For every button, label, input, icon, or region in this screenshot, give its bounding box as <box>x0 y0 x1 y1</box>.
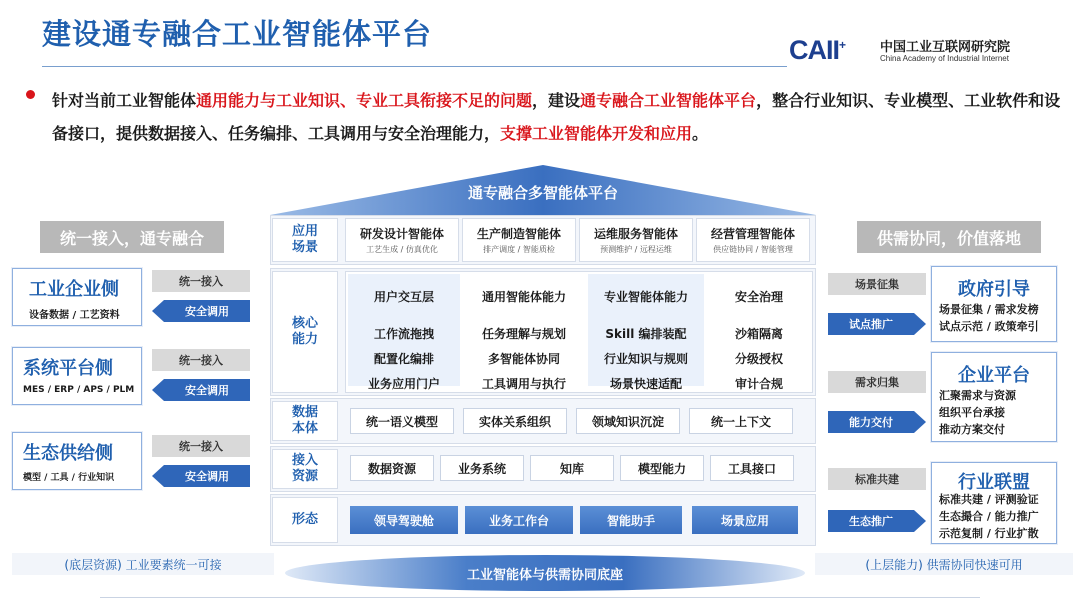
intro-highlight-2: 通专融合工业智能体平台 <box>580 91 757 110</box>
left-box-ecosystem <box>12 432 142 490</box>
right-box-lines <box>939 387 1016 438</box>
scene-name: 生产制造智能体 <box>476 227 561 241</box>
right-tag-1: 场景征集 <box>828 273 926 295</box>
bottom-divider <box>100 597 980 598</box>
access-chip: 模型能力 <box>620 455 704 481</box>
capability-item: 任务理解与规划 <box>481 327 566 341</box>
intro-text-1: 针对当前工业智能体 <box>52 91 197 110</box>
left-tag-secure: 安全调用 <box>164 379 250 401</box>
right-tag-1: 需求归集 <box>828 371 926 393</box>
core-row-label: 核心 能力 <box>272 271 338 393</box>
right-box-enterprise <box>931 352 1057 442</box>
form-chip: 领导驾驶舱 <box>350 506 458 534</box>
left-box-title: 生态供给侧 <box>23 443 113 464</box>
platform-base-label: 工业智能体与供需协同底座 <box>466 568 623 583</box>
arrow-left-icon <box>152 300 164 322</box>
right-box-line: 示范复制 / 行业扩散 <box>939 527 1039 540</box>
scene-sub: 工艺生成 / 仿真优化 <box>366 245 438 254</box>
left-box-title: 系统平台侧 <box>23 358 113 379</box>
intro-paragraph <box>52 84 1062 150</box>
scene-name: 研发设计智能体 <box>359 227 444 241</box>
capability-item: Skill 编排装配 <box>605 327 687 341</box>
data-chip: 实体关系组织 <box>463 408 567 434</box>
right-box-lines <box>939 301 1039 335</box>
right-tag-2: 试点推广 <box>828 313 914 335</box>
form-row-label: 形态 <box>272 497 338 543</box>
right-box-lines <box>939 491 1039 542</box>
data-chip: 统一上下文 <box>689 408 793 434</box>
capability-item: 多智能体协同 <box>487 352 560 366</box>
right-box-line: 组织平台承接 <box>939 406 1005 419</box>
intro-text-4: 。 <box>692 124 709 143</box>
left-box-title: 工业企业侧 <box>29 279 119 300</box>
scene-rd-agent <box>345 218 459 262</box>
right-section-header: 供需协同，价值落地 <box>857 221 1041 253</box>
left-box-enterprise <box>12 268 142 326</box>
scene-name: 经营管理智能体 <box>710 227 795 241</box>
left-section-header: 统一接入，通专融合 <box>40 221 224 253</box>
left-footer-note: (底层资源) 工业要素统一可接 <box>12 553 274 575</box>
right-tag-2: 生态推广 <box>828 510 914 532</box>
access-chip: 知库 <box>530 455 614 481</box>
access-row-label: 接入 资源 <box>272 449 338 489</box>
logo-plus-icon: + <box>839 38 846 52</box>
platform-title: 通专融合多智能体平台 <box>467 184 618 202</box>
scene-sub: 供应链协同 / 智能管理 <box>713 245 793 254</box>
scene-sub: 预测维护 / 远程运维 <box>600 245 672 254</box>
capability-head: 用户交互层 <box>373 290 434 304</box>
capability-item: 分级授权 <box>734 352 783 366</box>
form-chip: 智能助手 <box>580 506 682 534</box>
right-box-line: 汇聚需求与资源 <box>939 389 1016 402</box>
capability-item: 行业知识与规则 <box>603 352 688 366</box>
title-divider <box>42 66 787 67</box>
capability-column <box>464 274 584 391</box>
access-chip: 业务系统 <box>440 455 524 481</box>
right-footer-note: (上层能力) 供需协同快速可用 <box>815 553 1073 575</box>
arrow-right-icon <box>914 313 926 335</box>
logo-english-name: China Academy of Industrial Internet <box>880 54 1009 63</box>
form-chip: 业务工作台 <box>465 506 573 534</box>
right-box-title: 政府引导 <box>958 279 1030 300</box>
capability-head: 通用智能体能力 <box>481 290 566 304</box>
right-box-line: 试点示范 / 政策牵引 <box>939 320 1039 333</box>
capability-head: 专业智能体能力 <box>603 290 688 304</box>
scene-sub: 排产调度 / 智能质检 <box>483 245 555 254</box>
right-box-line: 场景征集 / 需求发榜 <box>939 303 1039 316</box>
left-box-system <box>12 347 142 405</box>
scene-name: 运维服务智能体 <box>593 227 678 241</box>
scene-row-label: 应用 场景 <box>272 218 338 262</box>
caii-logo <box>789 35 845 66</box>
data-chip: 统一语义模型 <box>350 408 454 434</box>
capability-column <box>348 274 460 391</box>
capability-column <box>588 274 704 391</box>
capability-item: 沙箱隔离 <box>734 327 783 341</box>
left-box-desc: MES / ERP / APS / PLM <box>23 385 135 395</box>
right-box-title: 行业联盟 <box>958 472 1030 493</box>
page-title: 建设通专融合工业智能体平台 <box>42 17 433 51</box>
scene-ops-agent <box>579 218 693 262</box>
capability-column <box>708 274 810 391</box>
arrow-right-icon <box>914 510 926 532</box>
left-tag-access: 统一接入 <box>152 270 250 292</box>
bullet-dot-icon <box>26 90 35 99</box>
arrow-left-icon <box>152 465 164 487</box>
right-tag-2: 能力交付 <box>828 411 914 433</box>
logo-text: CAII <box>789 35 839 65</box>
capability-item: 业务应用门户 <box>367 377 440 391</box>
right-box-alliance <box>931 462 1057 544</box>
arrow-right-icon <box>914 411 926 433</box>
capability-item: 配置化编排 <box>373 352 434 366</box>
right-tag-1: 标准共建 <box>828 468 926 490</box>
right-box-government <box>931 266 1057 342</box>
right-box-line: 生态撮合 / 能力推广 <box>939 510 1039 523</box>
left-box-desc: 模型 / 工具 / 行业知识 <box>23 473 115 483</box>
left-tag-secure: 安全调用 <box>164 300 250 322</box>
left-tag-access: 统一接入 <box>152 435 250 457</box>
right-box-title: 企业平台 <box>958 365 1030 386</box>
capability-item: 场景快速适配 <box>609 377 682 391</box>
capability-item: 工具调用与执行 <box>481 377 566 391</box>
intro-highlight-3: 支撑工业智能体开发和应用 <box>500 124 693 143</box>
access-chip: 工具接口 <box>710 455 794 481</box>
capability-item: 工作流拖拽 <box>373 327 434 341</box>
capability-head: 安全治理 <box>734 290 783 304</box>
scene-mgmt-agent <box>696 218 810 262</box>
form-chip: 场景应用 <box>692 506 798 534</box>
left-tag-access: 统一接入 <box>152 349 250 371</box>
intro-highlight-1: 通用能力与工业知识、专业工具衔接不足的问题 <box>196 91 533 110</box>
arrow-left-icon <box>152 379 164 401</box>
intro-text-2: ，建设 <box>532 91 581 110</box>
right-box-line: 标准共建 / 评测验证 <box>939 493 1039 506</box>
access-chip: 数据资源 <box>350 455 434 481</box>
scene-mfg-agent <box>462 218 576 262</box>
capability-item: 审计合规 <box>734 377 783 391</box>
left-tag-secure: 安全调用 <box>164 465 250 487</box>
data-row-label: 数据 本体 <box>272 401 338 441</box>
left-box-desc: 设备数据 / 工艺资料 <box>29 310 120 321</box>
right-box-line: 推动方案交付 <box>939 423 1005 436</box>
data-chip: 领域知识沉淀 <box>576 408 680 434</box>
logo-chinese-name: 中国工业互联网研究院 <box>880 40 1011 55</box>
intro-text-3: ，整合行业知识、专业模型、工业软件和设备接口，提供数据接入、任务编排、工具调用与安全治理能力， <box>52 91 1061 143</box>
